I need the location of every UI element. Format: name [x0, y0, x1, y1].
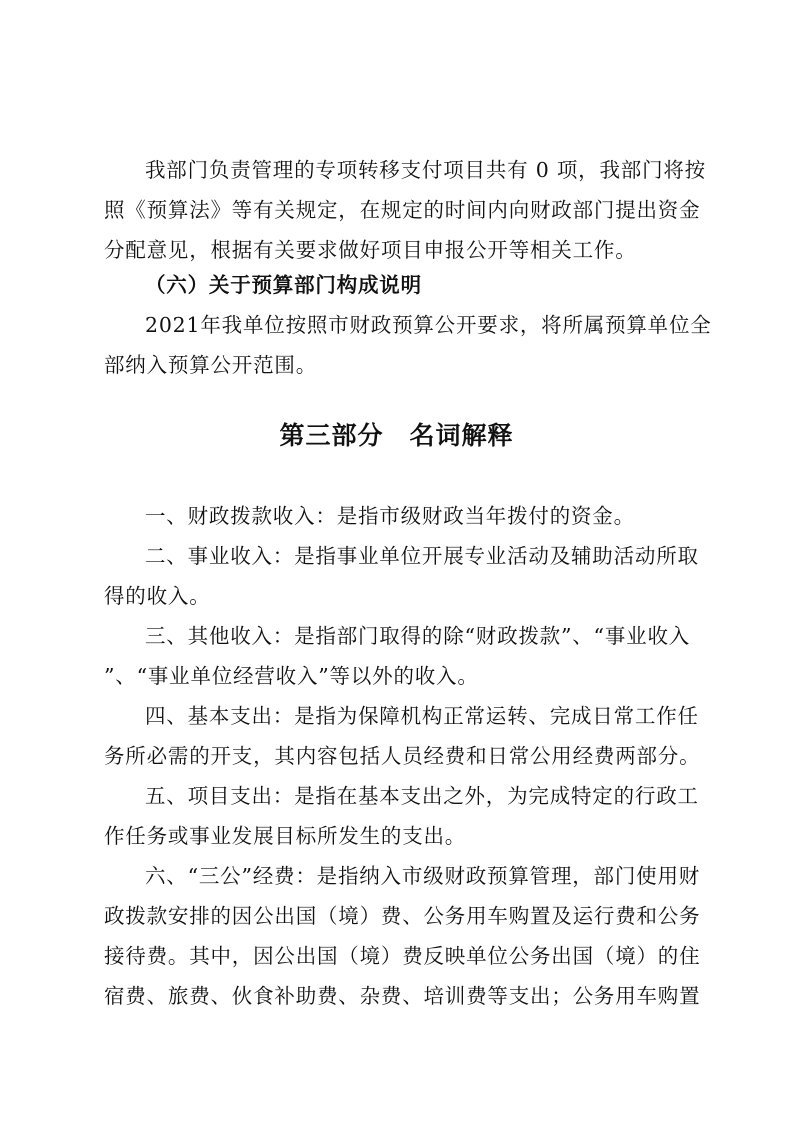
text-line: 照《预算法》等有关规定，在规定的时间内向财政部门提出资金: [104, 198, 701, 222]
section-title: 第三部分 名词解释: [279, 421, 514, 450]
text-line: ”、“事业单位经营收入”等以外的收入。: [104, 664, 479, 688]
term-business-income: [104, 536, 699, 616]
term-basic-expenditure: [104, 696, 701, 776]
text-line: 四、基本支出：是指为保障机构正常运转、完成日常工作任: [145, 704, 699, 728]
term-other-income: [104, 616, 690, 696]
term-three-public-expenses: [104, 856, 701, 1016]
text-line: 务所必需的开支，其内容包括人员经费和日常公用经费两部分。: [104, 744, 701, 768]
text-line: 得的收入。: [104, 584, 211, 608]
text-line: 三、其他收入：是指部门取得的除“财政拨款”、“事业收入: [145, 624, 691, 648]
text-line: 一、财政拨款收入：是指市级财政当年拨付的资金。: [145, 504, 635, 528]
term-fiscal-appropriation-income: [104, 496, 690, 536]
subheading-department-composition: （六）关于预算部门构成说明: [145, 273, 422, 297]
text-line: 作任务或事业发展目标所发生的支出。: [104, 824, 467, 848]
text-line: 宿费、旅费、伙食补助费、杂费、培训费等支出；公务用车购置: [104, 984, 701, 1008]
text-line: 2021年我单位按照市财政预算公开要求，将所属预算单位全: [145, 313, 712, 337]
text-line: 五、项目支出：是指在基本支出之外，为完成特定的行政工: [145, 784, 699, 808]
text-line: 部纳入预算公开范围。: [104, 353, 317, 377]
text-line: 政拨款安排的因公出国（境）费、公务用车购置及运行费和公务: [104, 904, 701, 928]
text-line: 六、“三公”经费：是指纳入市级财政预算管理，部门使用财: [145, 864, 701, 888]
text-line: 我部门负责管理的专项转移支付项目共有 0 项，我部门将按: [145, 158, 706, 182]
text-line: 分配意见，根据有关要求做好项目申报公开等相关工作。: [104, 238, 637, 262]
paragraph-department-composition: [104, 305, 712, 385]
text-line: 二、事业收入：是指事业单位开展专业活动及辅助活动所取: [145, 544, 699, 568]
term-project-expenditure: [104, 776, 699, 856]
paragraph-transfer-payment: [104, 150, 706, 270]
text-line: 接待费。其中，因公出国（境）费反映单位公务出国（境）的住: [104, 944, 701, 968]
